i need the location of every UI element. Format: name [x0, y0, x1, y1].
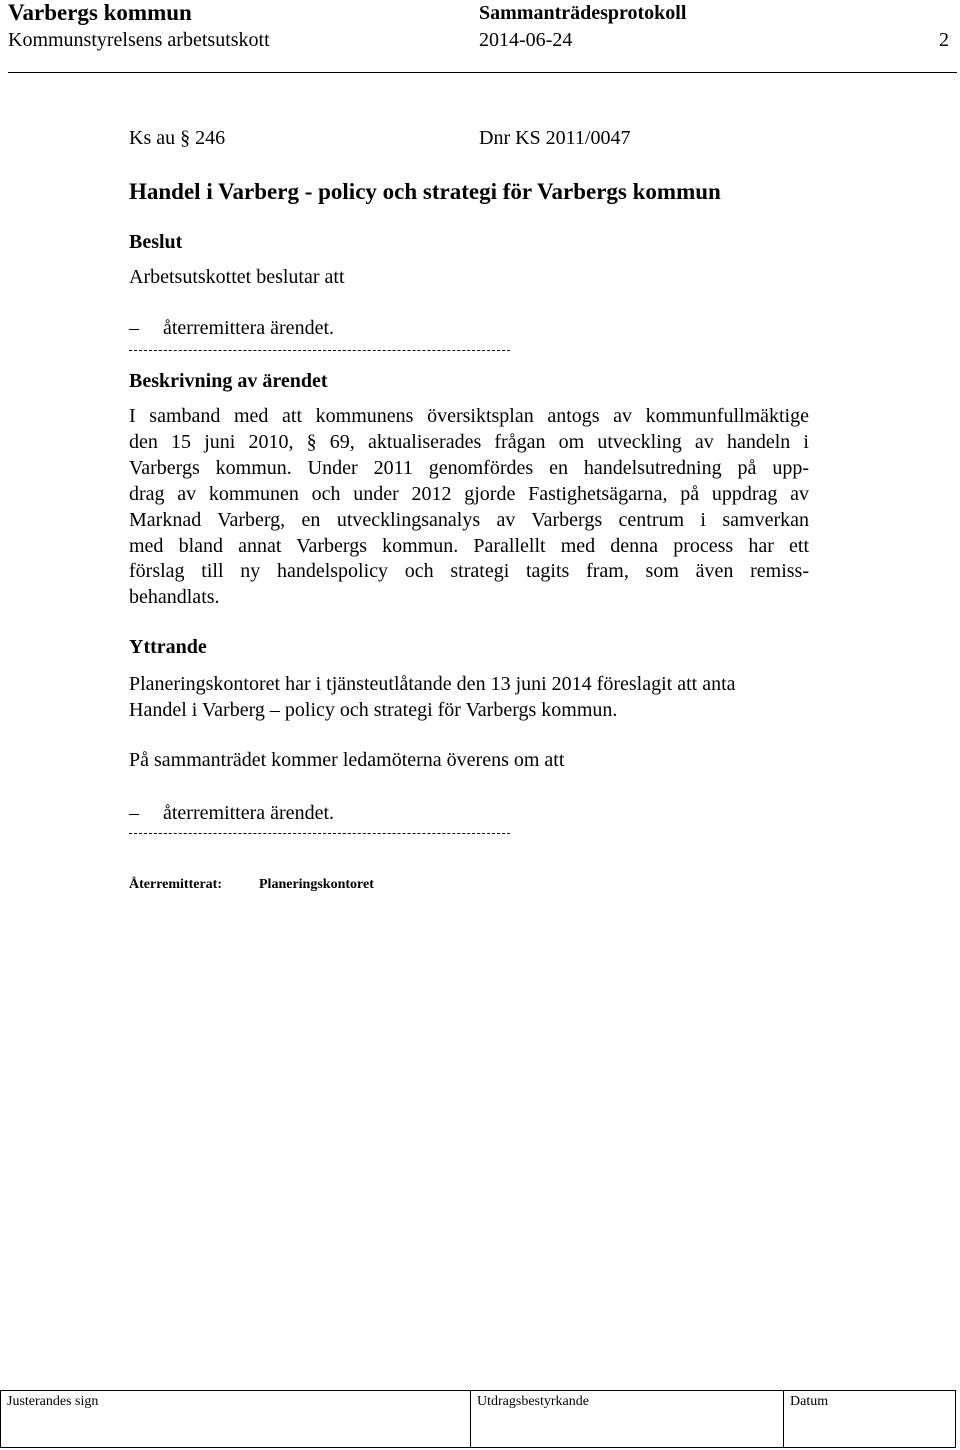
- footer-date-label: Datum: [790, 1394, 829, 1409]
- header-doc-type: Sammanträdesprotokoll: [479, 2, 687, 24]
- header-divider: [8, 72, 957, 73]
- description-line: Marknad Varberg, en utvecklingsanalys av Varbergs centrum i samverkan: [129, 508, 809, 531]
- statement-line: Handel i Varberg – policy och strategi för Varbergs kommun.: [129, 699, 618, 721]
- decision-heading: Beslut: [129, 231, 183, 253]
- statement-end-rule: [129, 833, 510, 834]
- signature-table: [0, 1390, 956, 1448]
- statement-meeting: På sammanträdet kommer ledamöterna överens om att: [129, 749, 565, 771]
- referral-value: Planeringskontoret: [259, 877, 374, 892]
- statement-item: [129, 800, 334, 826]
- description-line: behandlats.: [129, 586, 220, 609]
- decision-item: [129, 315, 334, 341]
- header-date: 2014-06-24: [479, 29, 573, 51]
- description-line: med bland annat Varbergs kommun. Parallellt med denna process har ett: [129, 534, 809, 557]
- description-heading: Beskrivning av ärendet: [129, 370, 328, 392]
- decision-intro: Arbetsutskottet beslutar att: [129, 266, 345, 288]
- statement-heading: Yttrande: [129, 636, 207, 658]
- decision-end-rule: [129, 350, 510, 351]
- referral-label: Återremitterat:: [129, 877, 223, 892]
- description-line: den 15 juni 2010, § 69, aktualiserades frågan om utveckling av handeln i: [129, 430, 809, 453]
- footer-date-cell: [784, 1391, 953, 1447]
- footer-sign-label: Justerandes sign: [7, 1394, 99, 1409]
- description-line: drag av kommunen och under 2012 gjorde Fastighetsägarna, på uppdrag av: [129, 482, 809, 505]
- case-title: Handel i Varberg - policy och strategi för Varbergs kommun: [129, 179, 721, 204]
- statement-item-mark: –: [129, 802, 139, 824]
- footer-sign-cell: [1, 1391, 471, 1447]
- footer-extract-cell: [471, 1391, 784, 1447]
- case-number: Ks au § 246: [129, 127, 226, 149]
- statement-line: Planeringskontoret har i tjänsteutlåtande den 13 juni 2014 föreslagit att anta: [129, 673, 736, 695]
- decision-item-mark: –: [129, 317, 139, 339]
- description-line: förslag till ny handelspolicy och strategi tagits fram, som även remiss-: [129, 560, 809, 583]
- description-line: Varbergs kommun. Under 2011 genomfördes en handelsutredning på upp-: [129, 456, 809, 479]
- statement-item-text: återremittera ärendet.: [163, 802, 334, 824]
- decision-item-text: återremittera ärendet.: [163, 317, 334, 339]
- header-org: Varbergs kommun: [8, 0, 192, 25]
- description-line: I samband med att kommunens översiktsplan antogs av kommunfullmäktige: [129, 405, 809, 427]
- footer-extract-label: Utdragsbestyrkande: [477, 1394, 589, 1409]
- case-dnr: Dnr KS 2011/0047: [479, 127, 631, 149]
- header-committee: Kommunstyrelsens arbetsutskott: [8, 29, 270, 51]
- header-page-number: 2: [939, 29, 949, 51]
- description-body: [129, 404, 809, 611]
